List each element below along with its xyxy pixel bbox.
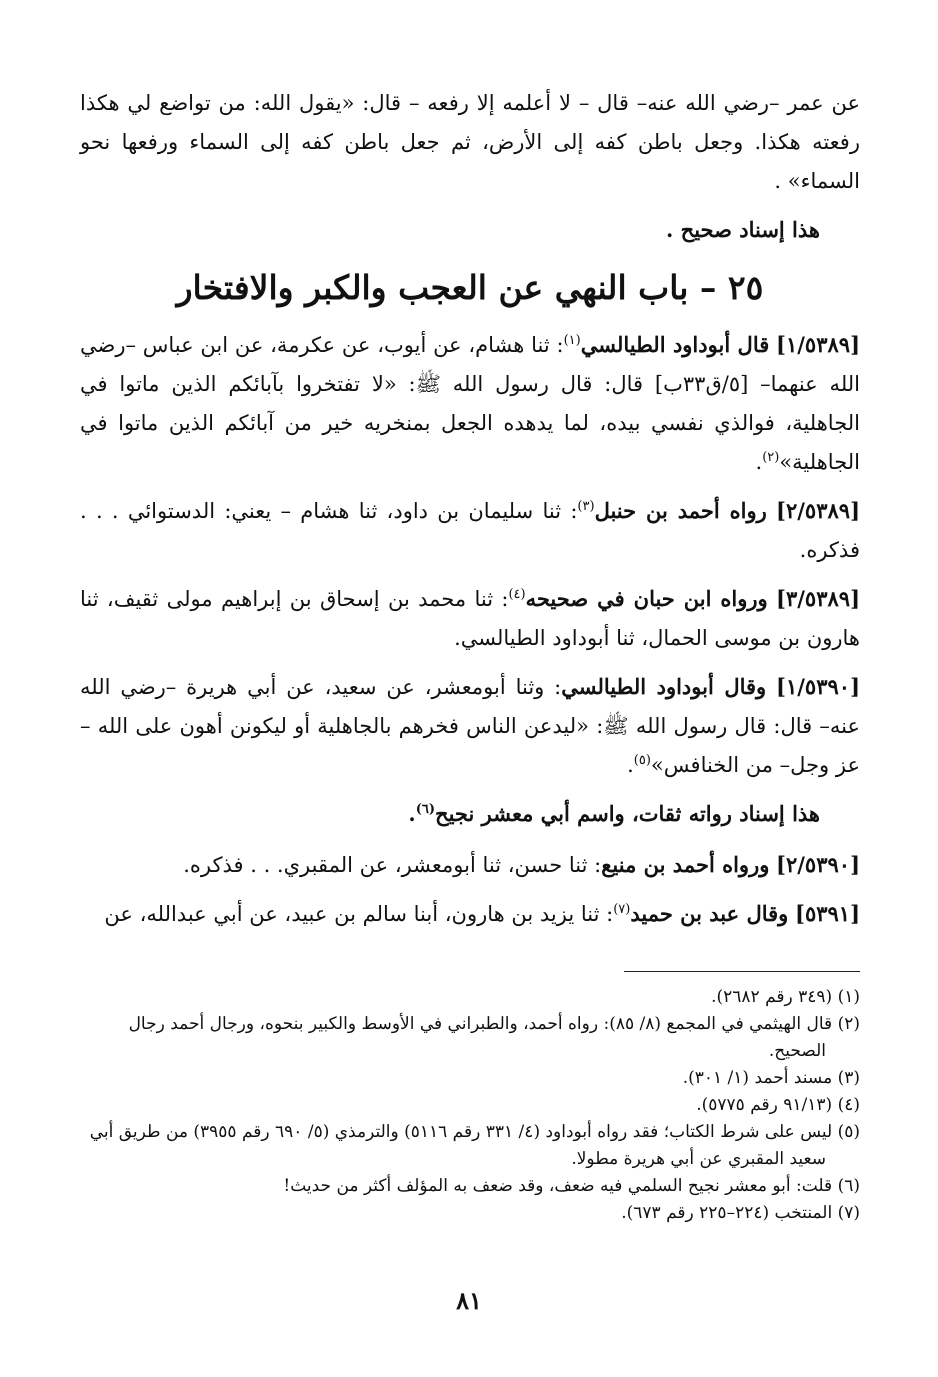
hadith-text: : ثنا محمد بن إسحاق بن إبراهيم مولى ثقيف، ثنا هارون بن موسى الحمال، ثنا أبوداود الطيالسي. bbox=[80, 587, 860, 650]
hadith-5389-1 bbox=[80, 325, 860, 482]
hadith-5390-2 bbox=[80, 845, 860, 885]
footnotes bbox=[80, 984, 860, 1227]
footnote-marker: (٤) bbox=[508, 587, 526, 602]
footnote-7: (٧) المنتخب (٢٢٤–٢٢٥ رقم ٦٧٣). bbox=[621, 1203, 860, 1223]
hadith-source: وقال أبوداود الطيالسي bbox=[561, 674, 767, 699]
hadith-text: : ثنا هشام، عن أيوب، عن عكرمة، عن ابن عباس –رضي الله عنهما– [٥/ق٣٣ب] قال: قال رسول الله ﷺ: «لا تفتخروا بآبائكم الذين ماتوا في الجاهلية، فوالذي نفسي بيده، لما يدهده الجعل بمنخريه خير من آبائكم الذين ماتوا في الجاهلية» bbox=[80, 333, 860, 474]
hadith-5389-3 bbox=[80, 579, 860, 658]
hadith-5391 bbox=[80, 894, 860, 934]
hadith-5389-2 bbox=[80, 491, 860, 570]
footnote-6: (٦) قلت: أبو معشر نجيح السلمي فيه ضعف، وقد ضعف به المؤلف أكثر من حديث! bbox=[283, 1176, 860, 1196]
chapter-heading: ٢٥ – باب النهي عن العجب والكبر والافتخار bbox=[176, 268, 764, 307]
hadith-ref: [١/٥٣٨٩] bbox=[776, 332, 860, 357]
main-text bbox=[80, 84, 860, 943]
hadith-end: . bbox=[627, 753, 634, 777]
footnote-4: (٤) (٩١/١٣ رقم ٥٧٧٥). bbox=[696, 1095, 860, 1115]
note-text: هذا إسناد رواته ثقات، واسم أبي معشر نجيح bbox=[435, 801, 820, 826]
footnote-marker: (٣) bbox=[577, 499, 595, 514]
footnote-marker: (١) bbox=[563, 333, 581, 348]
hadith-source: وقال عبد بن حميد bbox=[630, 901, 789, 926]
footnote-marker: (٥) bbox=[633, 753, 651, 768]
footnote-1: (١) (٣٤٩ رقم ٢٦٨٢). bbox=[711, 987, 860, 1007]
hadith-source: ورواه ابن حبان في صحيحه bbox=[525, 586, 768, 611]
footnote-marker: (٦) bbox=[415, 802, 436, 817]
intro-paragraph: عن عمر –رضي الله عنه– قال – لا أعلمه إلا رفعه – قال: «يقول الله: من تواضع لي هكذا رفعته هكذا. وجعل باطن كفه إلى الأرض، ثم جعل باطن كفه إلى السماء ورفعها نحو السماء» . bbox=[80, 91, 860, 193]
hadith-source: رواه أحمد بن حنبل bbox=[594, 498, 767, 523]
hadith-source: ورواه أحمد بن منيع bbox=[601, 852, 770, 877]
narrators-note bbox=[80, 794, 860, 833]
hadith-text: : ثنا سليمان بن داود، ثنا هشام – يعني: الدستوائي . . . فذكره. bbox=[80, 499, 860, 562]
footnote-marker: (٧) bbox=[613, 902, 631, 917]
hadith-ref: [٥٣٩١] bbox=[795, 901, 860, 926]
page-number: ٨١ bbox=[456, 1286, 482, 1315]
hadith-text: : وثنا أبومعشر، عن سعيد، عن أبي هريرة –رضي الله عنه– قال: قال رسول الله ﷺ: «ليدعن الناس فخرهم بالجاهلية أو ليكونن أهون على الله –عز وجل– من الخنافس» bbox=[80, 675, 860, 777]
hadith-end: . bbox=[755, 450, 763, 474]
hadith-ref: [١/٥٣٩٠] bbox=[776, 674, 860, 699]
footnote-2: (٢) قال الهيثمي في المجمع (٨/ ٨٥): رواه أحمد، والطبراني في الأوسط والكبير بنحوه، ورجال أحمد رجال الصحيح. bbox=[128, 1014, 860, 1061]
note-end: . bbox=[408, 801, 416, 826]
isnad-note: هذا إسناد صحيح . bbox=[666, 217, 820, 242]
footnote-5: (٥) ليس على شرط الكتاب؛ فقد رواه أبوداود (٤/ ٣٣١ رقم ٥١١٦) والترمذي (٥/ ٦٩٠ رقم ٣٩٥٥) من طريق أبي سعيد المقبري عن أبي هريرة مطولا. bbox=[89, 1122, 860, 1169]
hadith-ref: [٢/٥٣٩٠] bbox=[776, 852, 860, 877]
footnote-divider bbox=[624, 971, 860, 972]
footnote-3: (٣) مسند أحمد (١/ ٣٠١). bbox=[682, 1068, 860, 1088]
hadith-text: : ثنا حسن، ثنا أبومعشر، عن المقبري. . . فذكره. bbox=[183, 853, 602, 877]
hadith-source: قال أبوداود الطيالسي bbox=[580, 332, 770, 357]
footnote-marker: (٢) bbox=[762, 450, 780, 465]
hadith-ref: [٢/٥٣٨٩] bbox=[776, 498, 860, 523]
hadith-5390-1 bbox=[80, 667, 860, 785]
hadith-ref: [٣/٥٣٨٩] bbox=[776, 586, 860, 611]
hadith-text: : ثنا يزيد بن هارون، أبنا سالم بن عبيد، عن أبي عبدالله، عن bbox=[104, 902, 614, 926]
